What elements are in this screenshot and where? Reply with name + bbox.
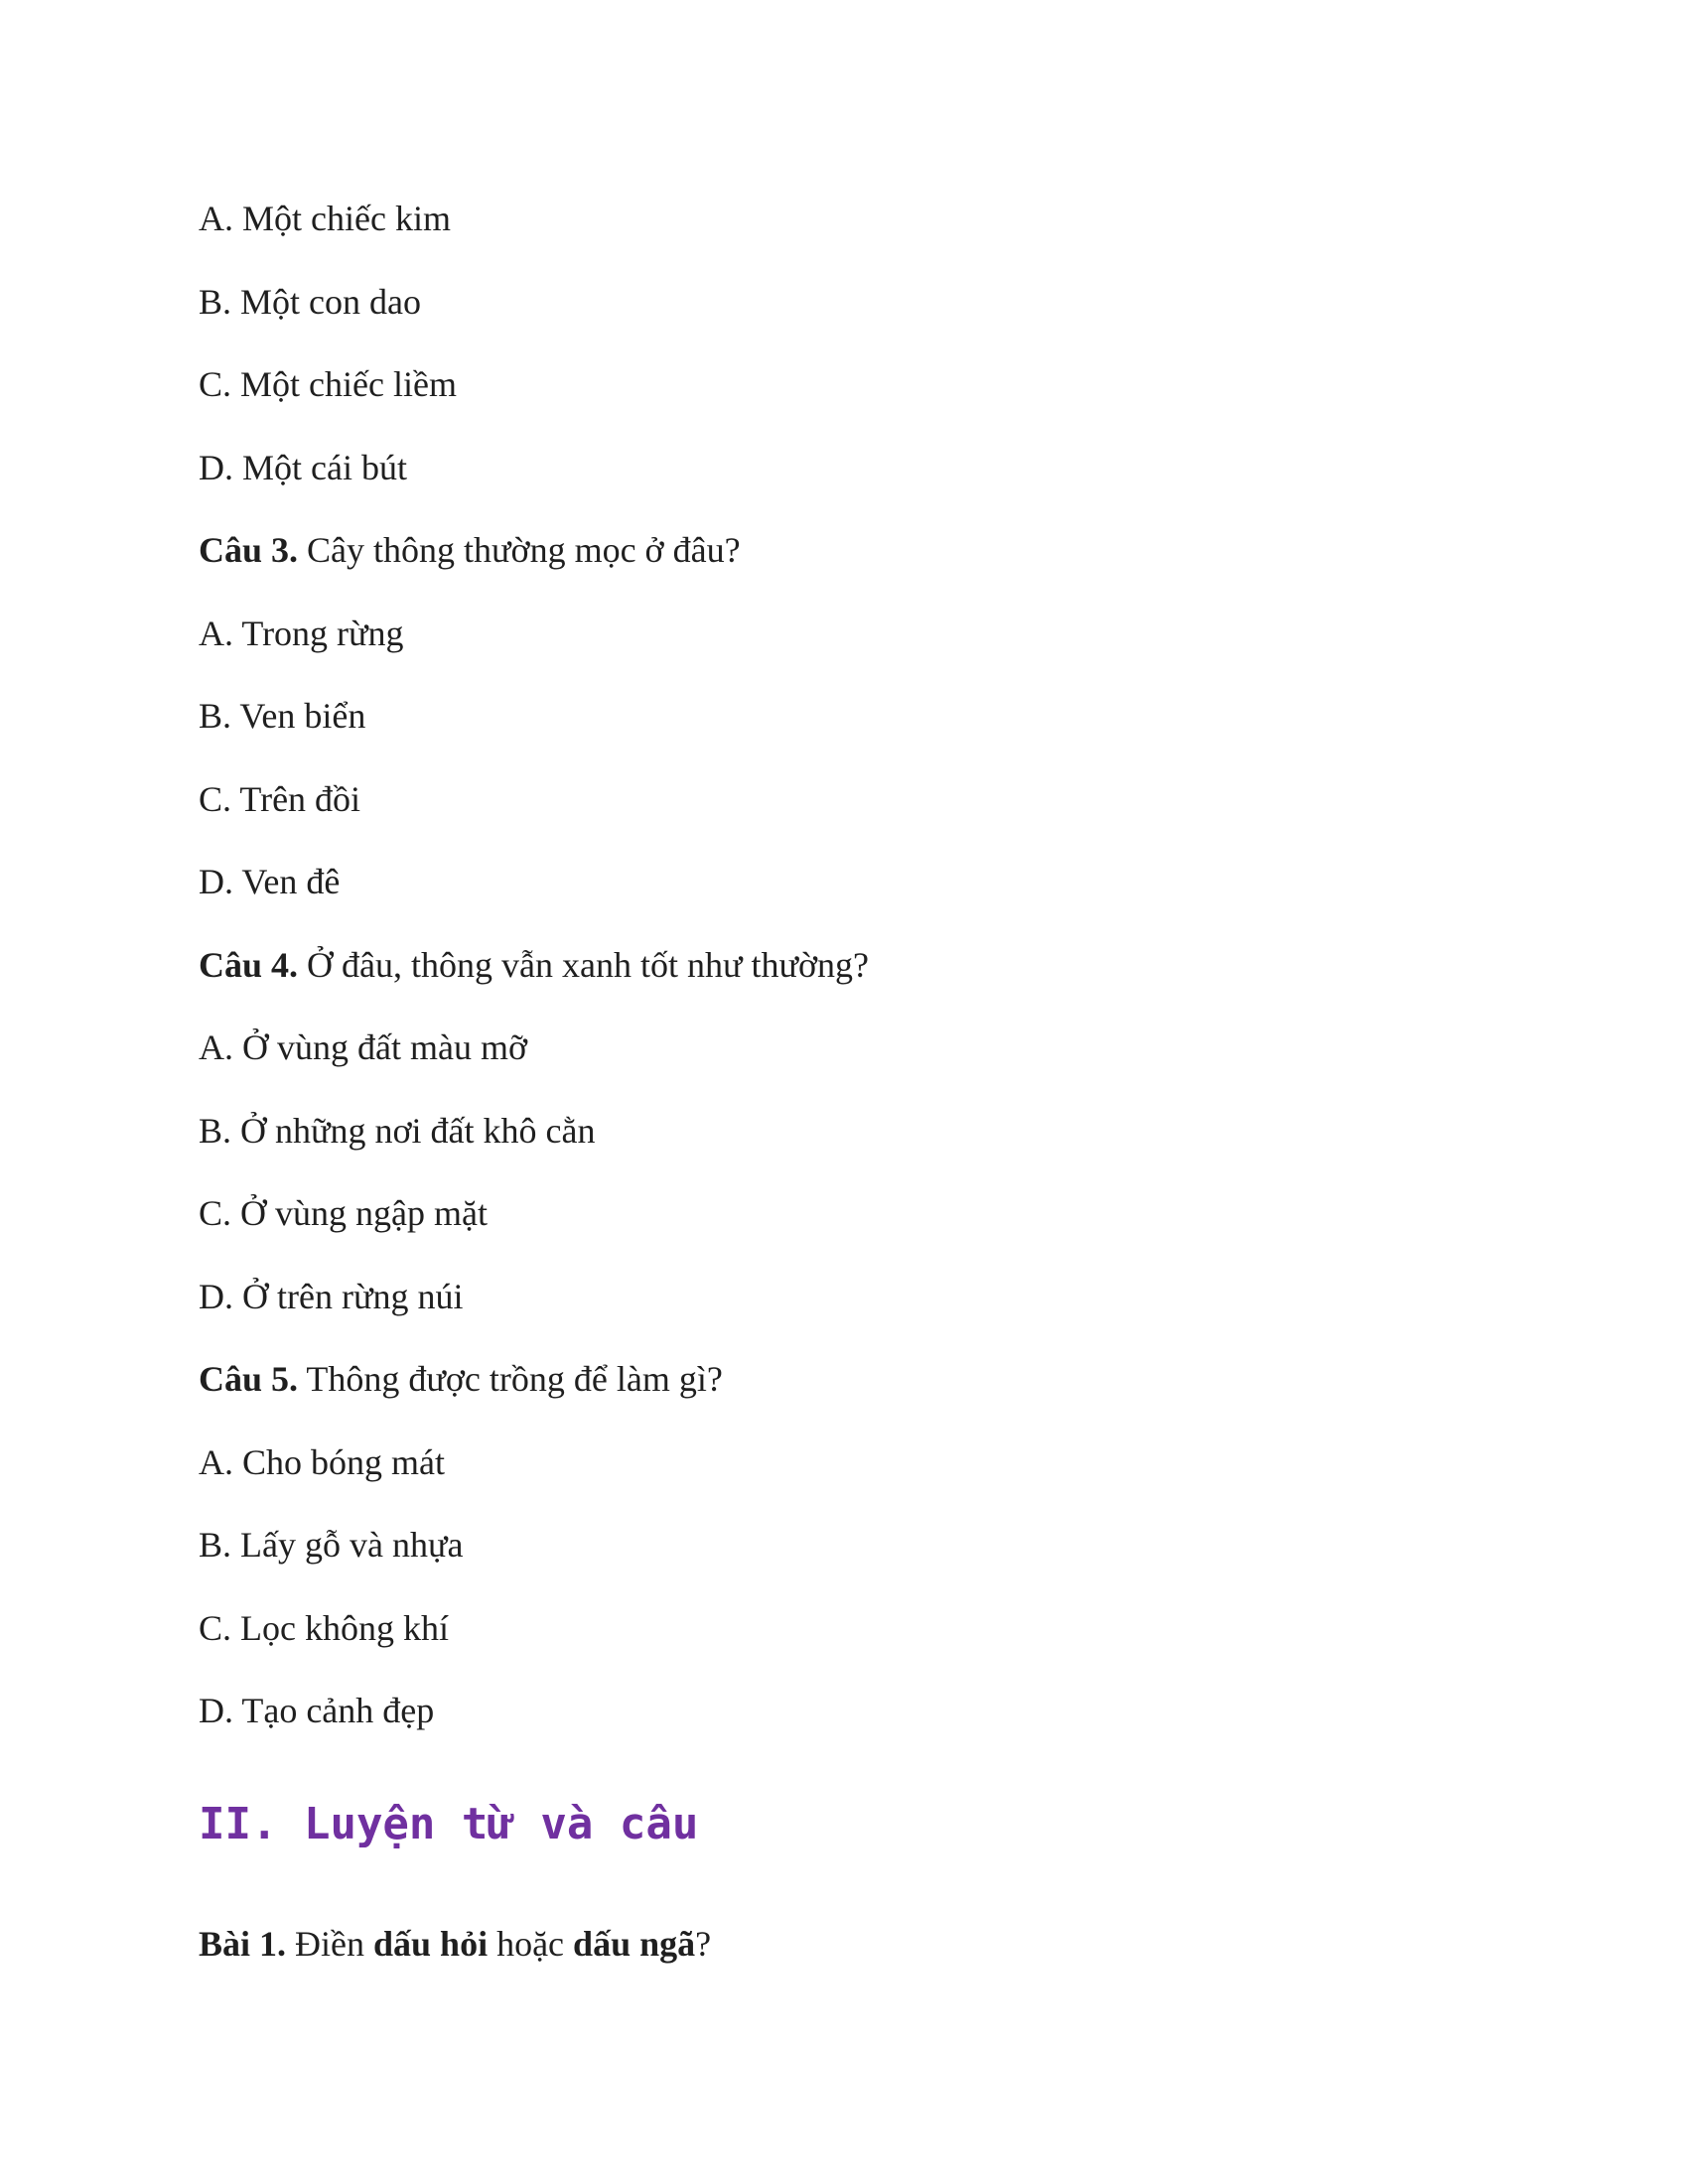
q2-option-a: A. Một chiếc kim [199,199,451,238]
q4-option-d: D. Ở trên rừng núi [199,1277,464,1316]
question-4 [199,943,869,987]
question-4-text: Ở đâu, thông vẫn xanh tốt như thường? [298,945,870,985]
exercise-1-text-before: Điền [286,1924,373,1964]
exercise-1-text-middle: hoặc [488,1924,574,1964]
question-5-text: Thông được trồng để làm gì? [298,1359,723,1399]
question-5-label: Câu 5. [199,1359,299,1399]
q5-option-d: D. Tạo cảnh đẹp [199,1691,435,1730]
question-3-text: Cây thông thường mọc ở đâu? [298,530,741,570]
q3-option-c: C. Trên đồi [199,779,361,819]
q5-option-b: B. Lấy gỗ và nhựa [199,1525,464,1565]
q4-option-b: B. Ở những nơi đất khô cằn [199,1111,596,1151]
section-2-heading: II. Luyện từ và câu [199,1799,699,1849]
exercise-1-bold-hoi: dấu hỏi [373,1924,489,1964]
q3-option-b: B. Ven biển [199,696,366,736]
question-3 [199,528,741,572]
exercise-1-text-after: ? [695,1924,712,1964]
exercise-1-label: Bài 1. [199,1924,287,1964]
exercise-1 [199,1922,711,1966]
q2-option-b: B. Một con dao [199,282,421,322]
q4-option-a: A. Ở vùng đất màu mỡ [199,1027,527,1067]
exercise-1-bold-nga: dấu ngã [573,1924,696,1964]
q5-option-c: C. Lọc không khí [199,1608,449,1648]
q3-option-d: D. Ven đê [199,862,341,901]
question-4-label: Câu 4. [199,945,299,985]
q5-option-a: A. Cho bóng mát [199,1442,445,1482]
q2-option-c: C. Một chiếc liềm [199,364,457,404]
q4-option-c: C. Ở vùng ngập mặt [199,1193,488,1233]
q2-option-d: D. Một cái bút [199,448,407,487]
q3-option-a: A. Trong rừng [199,614,404,653]
question-5 [199,1357,723,1401]
question-3-label: Câu 3. [199,530,299,570]
